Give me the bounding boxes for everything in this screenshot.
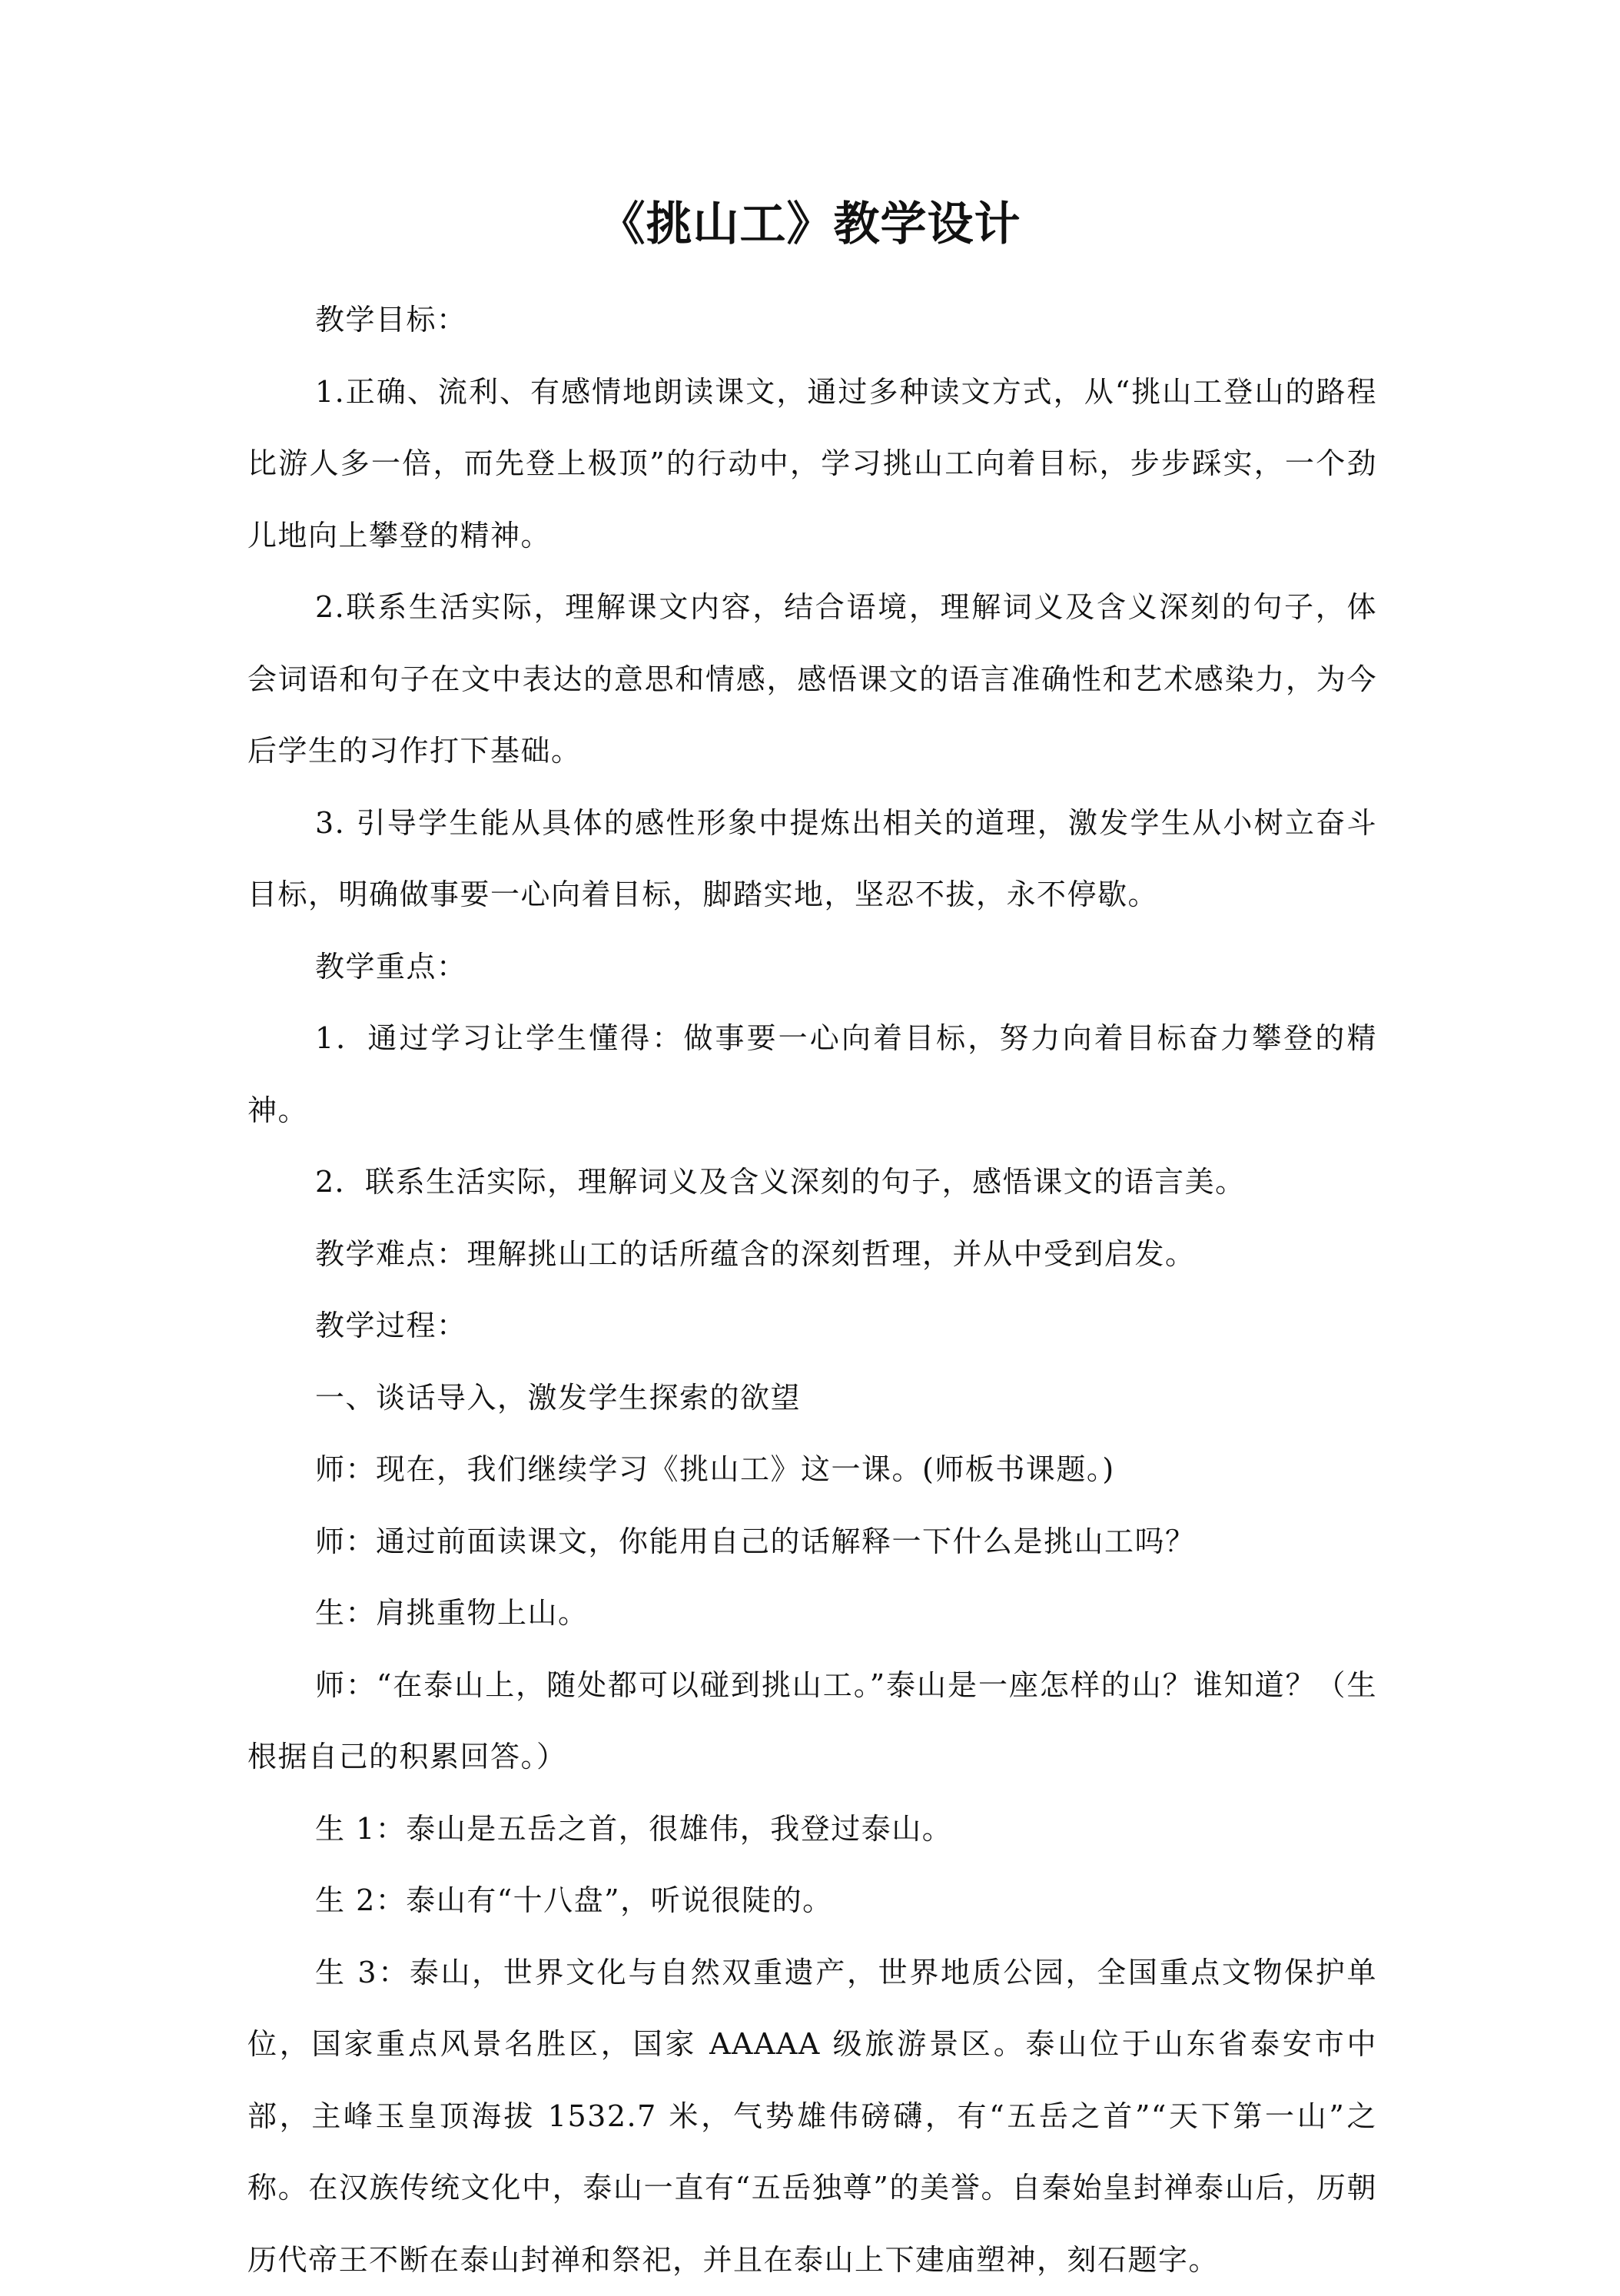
dialogue-line: 师：通过前面读课文，你能用自己的话解释一下什么是挑山工吗？ bbox=[247, 1506, 1377, 1578]
dialogue-line: 师：现在，我们继续学习《挑山工》这一课。(师板书课题。) bbox=[247, 1434, 1377, 1506]
objective-3: 3. 引导学生能从具体的感性形象中提炼出相关的道理，激发学生从小树立奋斗目标，明确做事要一心向着目标，脚踏实地，坚忍不拔，永不停歇。 bbox=[247, 788, 1377, 931]
objective-2: 2.联系生活实际，理解课文内容，结合语境，理解词义及含义深刻的句子，体会词语和句子在文中表达的意思和情感，感悟课文的语言准确性和艺术感染力，为今后学生的习作打下基础。 bbox=[247, 572, 1377, 788]
dialogue-line: 师：“在泰山上，随处都可以碰到挑山工。”泰山是一座怎样的山？谁知道？（生根据自己的积累回答。） bbox=[247, 1650, 1377, 1793]
document-body bbox=[247, 284, 1377, 2296]
dialogue-line: 生 1：泰山是五岳之首，很雄伟，我登过泰山。 bbox=[247, 1793, 1377, 1866]
heading-process: 教学过程： bbox=[247, 1290, 1377, 1362]
process-section-1: 一、谈话导入，激发学生探索的欲望 bbox=[247, 1362, 1377, 1435]
key-point-1: 1．通过学习让学生懂得：做事要一心向着目标，努力向着目标奋力攀登的精神。 bbox=[247, 1003, 1377, 1146]
heading-key-points: 教学重点： bbox=[247, 931, 1377, 1004]
objective-1: 1.正确、流利、有感情地朗读课文，通过多种读文方式，从“挑山工登山的路程比游人多一倍，而先登上极顶”的行动中，学习挑山工向着目标，步步踩实，一个劲儿地向上攀登的精神。 bbox=[247, 357, 1377, 572]
dialogue-line: 生：肩挑重物上山。 bbox=[247, 1578, 1377, 1650]
key-point-2: 2．联系生活实际，理解词义及含义深刻的句子，感悟课文的语言美。 bbox=[247, 1146, 1377, 1219]
document-title: 《挑山工》教学设计 bbox=[0, 194, 1620, 255]
dialogue-line: 生 2：泰山有“十八盘”，听说很陡的。 bbox=[247, 1865, 1377, 1937]
heading-objectives: 教学目标： bbox=[247, 284, 1377, 357]
difficulty: 教学难点：理解挑山工的话所蕴含的深刻哲理，并从中受到启发。 bbox=[247, 1219, 1377, 1291]
dialogue-line: 生 3：泰山，世界文化与自然双重遗产，世界地质公园，全国重点文物保护单位，国家重点风景名胜区，国家 AAAAA 级旅游景区。泰山位于山东省泰安市中部，主峰玉皇顶海拔 1532.7 米，气势雄伟磅礴，有“五岳之首”“天下第一山”之称。在汉族传统文化中，泰山一直有“五岳独尊”的美誉。自秦始皇封禅泰山后，历朝历代帝王不断在泰山封禅和祭祀，并且在泰山上下建庙塑神，刻石题字。 bbox=[247, 1937, 1377, 2296]
